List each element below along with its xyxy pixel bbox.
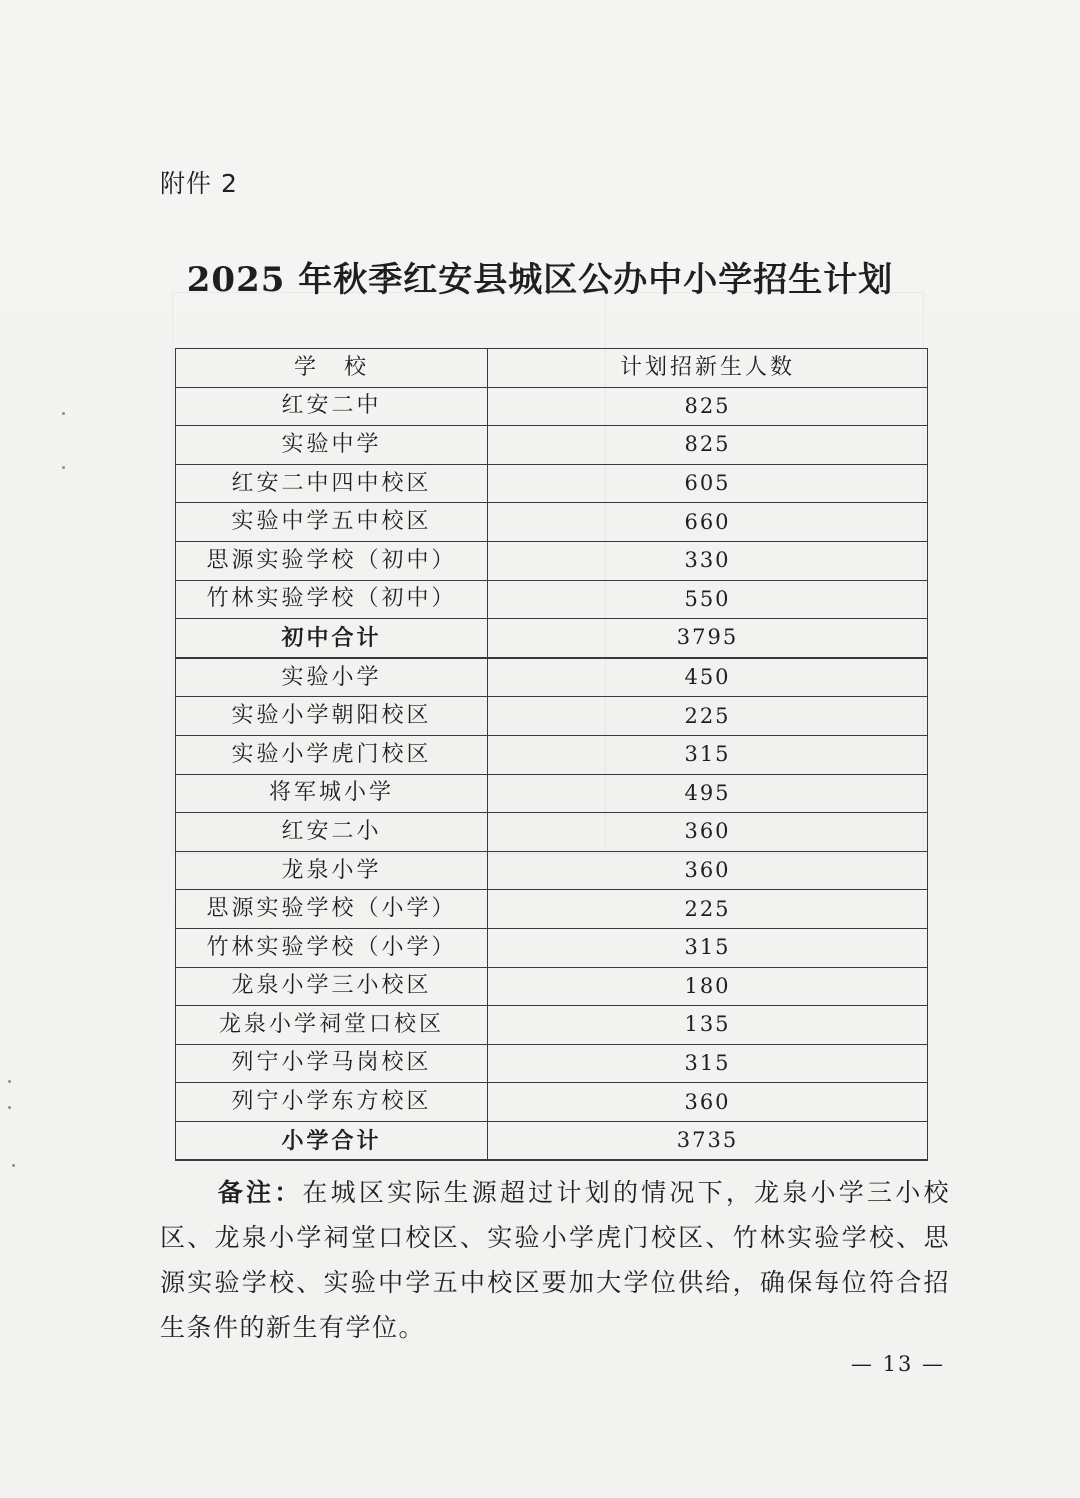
enrollment-count-cell: 225 xyxy=(488,697,928,736)
enrollment-count-cell: 605 xyxy=(488,464,928,503)
school-name-cell: 实验中学 xyxy=(176,426,488,465)
school-name-cell: 列宁小学马岗校区 xyxy=(176,1044,488,1083)
school-name-cell: 龙泉小学 xyxy=(176,851,488,890)
attachment-label: 附件 2 xyxy=(160,169,238,198)
school-name-cell: 红安二小 xyxy=(176,813,488,852)
table-header-row xyxy=(176,349,928,388)
enrollment-count-cell: 315 xyxy=(488,735,928,774)
enrollment-count-cell: 450 xyxy=(488,658,928,697)
table-row xyxy=(176,464,928,503)
paper-speck xyxy=(12,1164,15,1167)
enrollment-count-cell: 825 xyxy=(488,426,928,465)
table-row xyxy=(176,1044,928,1083)
table-row xyxy=(176,735,928,774)
school-name-cell: 实验小学 xyxy=(176,658,488,697)
enrollment-count-cell: 360 xyxy=(488,1083,928,1122)
table-row xyxy=(176,580,928,619)
table-row xyxy=(176,387,928,426)
enrollment-count-cell: 225 xyxy=(488,890,928,929)
enrollment-count-cell: 330 xyxy=(488,541,928,580)
table-row xyxy=(176,928,928,967)
table-row xyxy=(176,658,928,697)
school-name-cell: 初中合计 xyxy=(176,619,488,658)
table-subtotal-row xyxy=(176,1121,928,1160)
school-name-cell: 实验小学朝阳校区 xyxy=(176,697,488,736)
table-row xyxy=(176,967,928,1006)
enrollment-count-cell: 360 xyxy=(488,813,928,852)
enrollment-count-cell: 495 xyxy=(488,774,928,813)
school-name-cell: 实验中学五中校区 xyxy=(176,503,488,542)
enrollment-count-cell: 3795 xyxy=(488,619,928,658)
enrollment-count-cell: 360 xyxy=(488,851,928,890)
school-name-cell: 龙泉小学三小校区 xyxy=(176,967,488,1006)
table-row xyxy=(176,541,928,580)
enrollment-count-cell: 315 xyxy=(488,928,928,967)
column-header-school: 学 校 xyxy=(176,349,488,388)
table-row xyxy=(176,890,928,929)
enrollment-count-cell: 3735 xyxy=(488,1121,928,1160)
table-row xyxy=(176,851,928,890)
school-name-cell: 思源实验学校（初中） xyxy=(176,541,488,580)
school-name-cell: 列宁小学东方校区 xyxy=(176,1083,488,1122)
table-row xyxy=(176,426,928,465)
school-name-cell: 红安二中四中校区 xyxy=(176,464,488,503)
table-row xyxy=(176,503,928,542)
enrollment-count-cell: 550 xyxy=(488,580,928,619)
remark-text: 在城区实际生源超过计划的情况下，龙泉小学三小校区、龙泉小学祠堂口校区、实验小学虎门校区、竹林实验学校、思源实验学校、实验中学五中校区要加大学位供给，确保每位符合招生条件的新生有学位。 xyxy=(160,1178,950,1342)
table-row xyxy=(176,813,928,852)
school-name-cell: 小学合计 xyxy=(176,1121,488,1160)
school-name-cell: 思源实验学校（小学） xyxy=(176,890,488,929)
remark-label: 备注： xyxy=(216,1178,303,1207)
table-row xyxy=(176,1006,928,1045)
school-name-cell: 将军城小学 xyxy=(176,774,488,813)
paper-speck xyxy=(8,1106,11,1109)
table-row xyxy=(176,774,928,813)
remark-paragraph xyxy=(160,1170,950,1350)
enrollment-count-cell: 135 xyxy=(488,1006,928,1045)
enrollment-count-cell: 660 xyxy=(488,503,928,542)
paper-speck xyxy=(62,412,65,415)
school-name-cell: 龙泉小学祠堂口校区 xyxy=(176,1006,488,1045)
paper-speck xyxy=(8,1080,11,1083)
school-name-cell: 竹林实验学校（小学） xyxy=(176,928,488,967)
page-number: — 13 — xyxy=(850,1352,945,1376)
table-row xyxy=(176,697,928,736)
table-body xyxy=(176,387,928,1160)
table-subtotal-row xyxy=(176,619,928,658)
enrollment-count-cell: 180 xyxy=(488,967,928,1006)
school-name-cell: 竹林实验学校（初中） xyxy=(176,580,488,619)
school-name-cell: 红安二中 xyxy=(176,387,488,426)
enrollment-plan-table xyxy=(175,348,928,1161)
enrollment-count-cell: 825 xyxy=(488,387,928,426)
enrollment-count-cell: 315 xyxy=(488,1044,928,1083)
table-row xyxy=(176,1083,928,1122)
school-name-cell: 实验小学虎门校区 xyxy=(176,735,488,774)
paper-speck xyxy=(62,466,65,469)
document-title: 2025 年秋季红安县城区公办中小学招生计划 xyxy=(186,260,894,300)
column-header-count: 计划招新生人数 xyxy=(488,349,928,388)
